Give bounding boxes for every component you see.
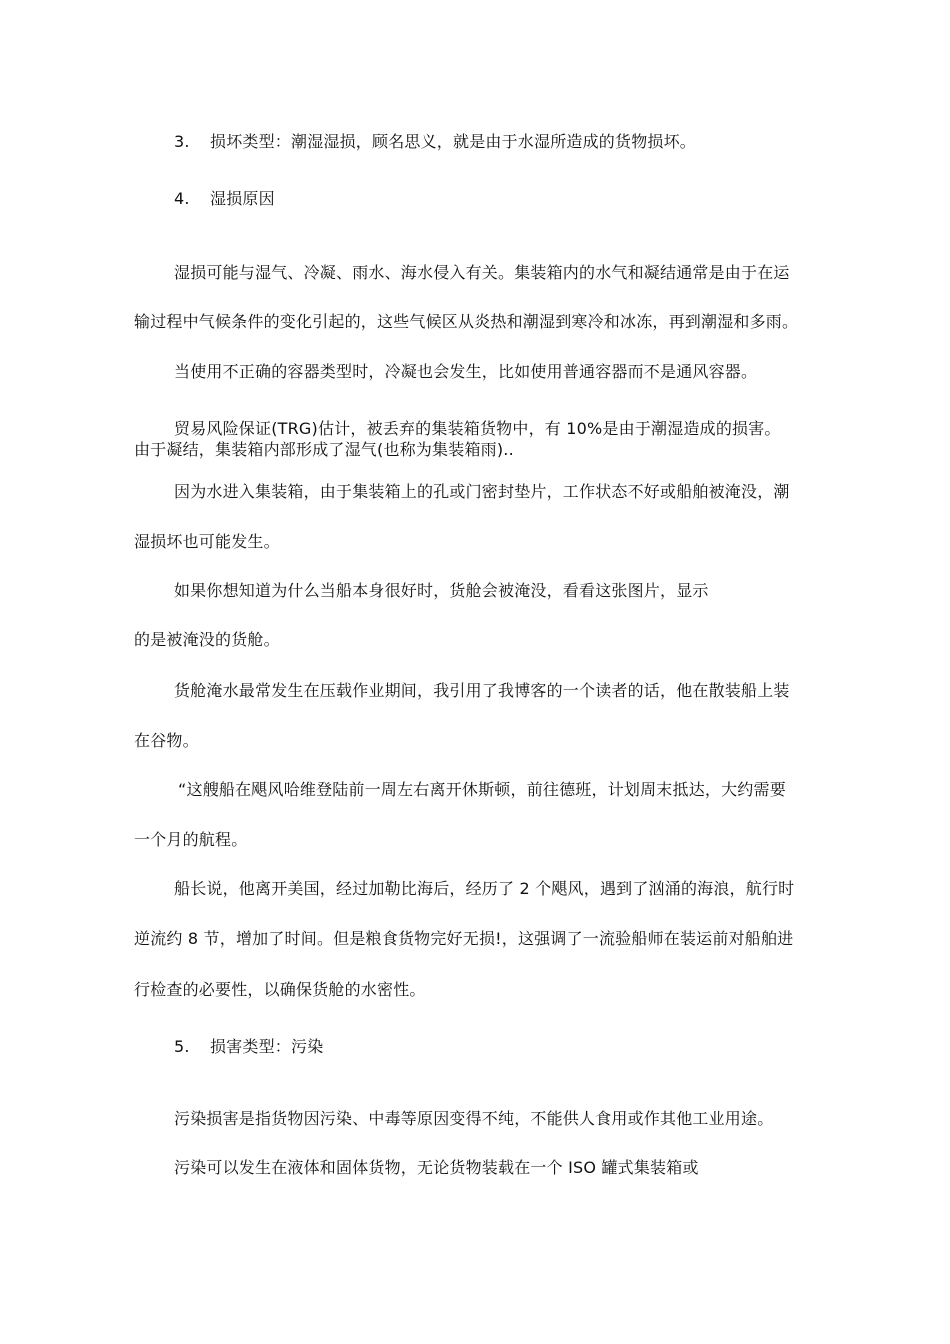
paragraph-line: 船长说，他离开美国，经过加勒比海后，经历了 2 个飓风，遇到了汹涌的海浪，航行时 <box>174 879 795 898</box>
paragraph-line: 如果你想知道为什么当船本身很好时，货舱会被淹没，看看这张图片，显示 <box>174 581 709 600</box>
section-heading-3 <box>174 132 696 152</box>
paragraph-line: 一个月的航程。 <box>134 830 248 849</box>
paragraph-line: 湿损坏也可能发生。 <box>134 532 280 551</box>
paragraph-line: 输过程中气候条件的变化引起的，这些气候区从炎热和潮湿到寒冷和冰冻，再到潮湿和多雨。 <box>134 312 799 331</box>
paragraph-line: 的是被淹没的货舱。 <box>134 630 280 649</box>
paragraph-line: 在谷物。 <box>134 731 199 750</box>
section-number: 5. <box>174 1037 190 1056</box>
paragraph-line: 货舱淹水最常发生在压载作业期间，我引用了我博客的一个读者的话，他在散装船上装 <box>174 681 790 700</box>
section-title: 损害类型：污染 <box>210 1037 324 1056</box>
paragraph-line: 行检查的必要性，以确保货舱的水密性。 <box>134 980 426 999</box>
paragraph-line: 逆流约 8 节，增加了时间。但是粮食货物完好无损!，这强调了一流验船师在装运前对船舶进 <box>134 929 794 948</box>
section-heading-5 <box>174 1037 323 1057</box>
section-number: 4. <box>174 189 190 208</box>
section-number: 3. <box>174 132 190 151</box>
paragraph-line: 污染损害是指货物因污染、中毒等原因变得不纯，不能供人食用或作其他工业用途。 <box>174 1109 774 1128</box>
paragraph-line: 当使用不正确的容器类型时，冷凝也会发生，比如使用普通容器而不是通风容器。 <box>174 362 758 381</box>
paragraph-line: 因为水进入集装箱，由于集装箱上的孔或门密封垫片，工作状态不好或船舶被淹没，潮 <box>174 482 790 501</box>
paragraph-line: 由于凝结，集装箱内部形成了湿气(也称为集装箱雨).. <box>134 440 514 459</box>
paragraph-line: “这艘船在飓风哈维登陆前一周左右离开休斯顿，前往德班，计划周末抵达，大约需要 <box>178 780 786 799</box>
section-heading-4 <box>174 189 275 209</box>
paragraph-line: 贸易风险保证(TRG)估计，被丢弃的集装箱货物中，有 10%是由于潮湿造成的损害。 <box>174 419 781 438</box>
paragraph-line: 湿损可能与湿气、冷凝、雨水、海水侵入有关。集装箱内的水气和凝结通常是由于在运 <box>174 263 790 282</box>
paragraph-line: 污染可以发生在液体和固体货物，无论货物装载在一个 ISO 罐式集装箱或 <box>174 1158 699 1177</box>
section-title: 损坏类型：潮湿湿损，顾名思义，就是由于水湿所造成的货物损坏。 <box>210 132 697 151</box>
section-title: 湿损原因 <box>210 189 275 208</box>
